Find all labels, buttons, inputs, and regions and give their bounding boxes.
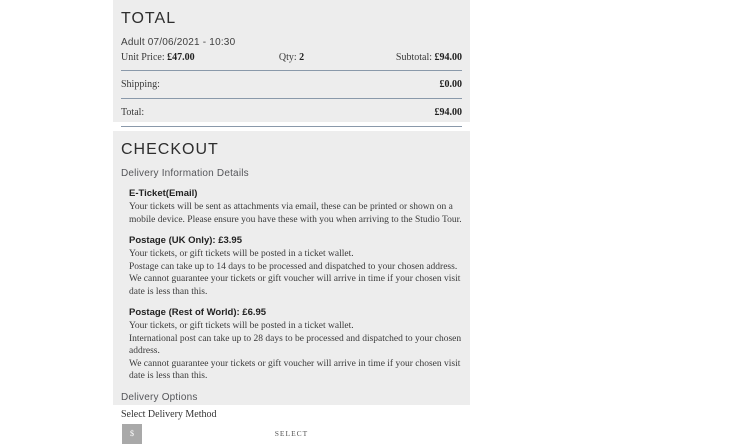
subtotal-value: £94.00 bbox=[434, 52, 463, 63]
checkout-title: CHECKOUT bbox=[121, 141, 219, 158]
ticket-price-row bbox=[121, 52, 462, 71]
checkout-panel bbox=[113, 131, 470, 438]
delivery-method-select[interactable] bbox=[121, 423, 462, 445]
shipping-label: Shipping: bbox=[121, 79, 160, 90]
option-eticket-text: Your tickets will be sent as attachments via email, these can be printed or shown on a mobile device. Please ensure you have these with you when arriving to the Studio Tour. bbox=[129, 202, 462, 225]
option-postage-uk bbox=[129, 235, 462, 298]
option-postage-row bbox=[129, 307, 462, 383]
ticket-item-name: Adult 07/06/2021 - 10:30 bbox=[121, 37, 236, 48]
option-postage-uk-text-1: Your tickets, or gift tickets will be posted in a ticket wallet. bbox=[129, 249, 354, 259]
unit-price bbox=[121, 52, 235, 63]
option-postage-uk-heading: Postage (UK Only): £3.95 bbox=[129, 235, 242, 246]
option-eticket bbox=[129, 188, 462, 226]
total-label: Total: bbox=[121, 107, 145, 118]
option-postage-row-text-3: We cannot guarantee your tickets or gift voucher will arrive in time if your chosen visit date is less than this. bbox=[129, 358, 461, 381]
total-row bbox=[121, 99, 462, 127]
unit-price-value: £47.00 bbox=[167, 52, 195, 63]
shipping-row bbox=[121, 71, 462, 99]
quantity bbox=[235, 52, 349, 63]
select-delivery-method-label: Select Delivery Method bbox=[121, 408, 217, 420]
dollar-icon: $ bbox=[122, 424, 142, 444]
unit-price-label: Unit Price: bbox=[121, 52, 165, 63]
option-postage-row-heading: Postage (Rest of World): £6.95 bbox=[129, 307, 267, 318]
total-title: TOTAL bbox=[121, 10, 177, 27]
option-eticket-heading: E-Ticket(Email) bbox=[129, 188, 198, 199]
subtotal bbox=[348, 52, 462, 63]
delivery-method-select-value: SELECT bbox=[274, 429, 309, 438]
total-value: £94.00 bbox=[434, 107, 462, 118]
shipping-value: £0.00 bbox=[439, 79, 462, 90]
option-postage-uk-text-3: We cannot guarantee your tickets or gift voucher will arrive in time if your chosen visit date is less than this. bbox=[129, 274, 461, 297]
qty-label: Qty: bbox=[278, 52, 297, 63]
subtotal-label: Subtotal: bbox=[395, 52, 433, 63]
delivery-information-details-label: Delivery Information Details bbox=[121, 168, 249, 179]
option-postage-row-text-1: Your tickets, or gift tickets will be posted in a ticket wallet. bbox=[129, 321, 354, 331]
delivery-option-descriptions bbox=[129, 188, 462, 383]
order-total-panel bbox=[113, 0, 470, 122]
option-postage-row-text-2: International post can take up to 28 days to be processed and dispatched to your chosen address. bbox=[129, 333, 462, 356]
qty-value: 2 bbox=[299, 52, 305, 63]
delivery-options-label: Delivery Options bbox=[121, 391, 198, 403]
option-postage-uk-text-2: Postage can take up to 14 days to be processed and dispatched to your chosen address. bbox=[129, 261, 458, 272]
